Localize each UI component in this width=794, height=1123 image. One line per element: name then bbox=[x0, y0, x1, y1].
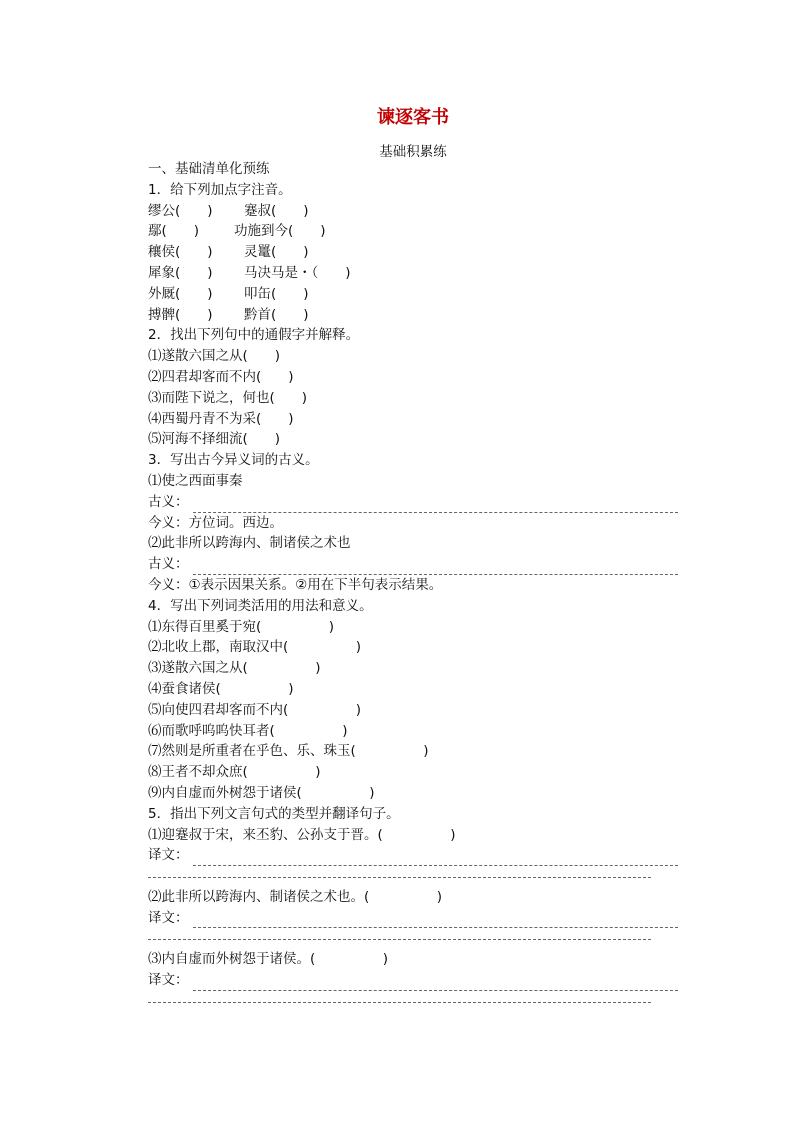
q4-item: ⑼内自虚而外树怨于诸侯( ) bbox=[148, 784, 375, 801]
answer-blank[interactable] bbox=[193, 913, 679, 928]
q1-item: 鄢( ) bbox=[148, 223, 200, 240]
q4-item: ⑹而歌呼呜呜快耳者( ) bbox=[148, 722, 348, 739]
q4-item: ⑶遂散六国之从( ) bbox=[148, 660, 321, 677]
q4-item: ⑺然则是所重者在乎色、乐、珠玉( ) bbox=[148, 743, 429, 760]
gu-yi-answer-line[interactable] bbox=[148, 492, 678, 513]
question-3-prompt: 3．写出古今异义词的古义。 bbox=[148, 452, 319, 469]
answer-blank[interactable] bbox=[193, 976, 679, 991]
q1-item: 搏髀( ) bbox=[148, 306, 213, 323]
translation-answer-line[interactable] bbox=[148, 845, 678, 866]
gu-yi-answer-line[interactable] bbox=[148, 554, 678, 575]
worksheet-body bbox=[148, 159, 678, 1012]
yiwen-label: 译文： bbox=[148, 847, 189, 864]
q2-item: ⑷西蜀丹青不为采( ) bbox=[148, 410, 294, 427]
translation-continuation-line[interactable] bbox=[148, 991, 678, 1012]
q2-item: ⑶而陛下说之，何也( ) bbox=[148, 389, 308, 406]
question-1-prompt: 1．给下列加点字注音。 bbox=[148, 181, 292, 198]
q4-item: ⑷蚕食诸侯( ) bbox=[148, 680, 294, 697]
page-subtitle: 基础积累练 bbox=[379, 144, 447, 160]
q2-item: ⑸河海不择细流( ) bbox=[148, 431, 281, 448]
q2-item: ⑴遂散六国之从( ) bbox=[148, 348, 281, 365]
jin-yi-text: 今义：方位词。西边。 bbox=[148, 514, 283, 531]
q1-item: 黔首( ) bbox=[244, 306, 309, 323]
q1-item: 叩缶( ) bbox=[244, 285, 309, 302]
jin-yi-text: 今义：①表示因果关系。②用在下半句表示结果。 bbox=[148, 576, 443, 593]
answer-blank[interactable] bbox=[193, 560, 679, 575]
q1-item: 外厩( ) bbox=[148, 285, 213, 302]
q4-item: ⑵北收上郡，南取汉中( ) bbox=[148, 639, 362, 656]
answer-blank[interactable] bbox=[148, 939, 651, 940]
question-5-prompt: 5．指出下列文言句式的类型并翻译句子。 bbox=[148, 805, 400, 822]
q5-item: ⑶内自虚而外树怨于诸侯。( ) bbox=[148, 951, 389, 968]
q1-item: 蹇叔( ) bbox=[244, 202, 309, 219]
translation-answer-line[interactable] bbox=[148, 970, 678, 991]
translation-continuation-line[interactable] bbox=[148, 866, 678, 887]
q1-item: 功施到今( ) bbox=[234, 223, 326, 240]
q3-item: ⑴使之西面事秦 bbox=[148, 472, 243, 489]
question-2-prompt: 2．找出下列句中的通假字并解释。 bbox=[148, 327, 360, 344]
q5-item: ⑴迎蹇叔于宋，来丕豹、公孙支于晋。( ) bbox=[148, 826, 456, 843]
translation-continuation-line[interactable] bbox=[148, 928, 678, 949]
q1-item: 马决马是・（ ) bbox=[244, 264, 351, 281]
gu-yi-label: 古义： bbox=[148, 493, 189, 510]
answer-blank[interactable] bbox=[193, 851, 679, 866]
q4-item: ⑴东得百里奚于宛( ) bbox=[148, 618, 335, 635]
q3-item: ⑵此非所以跨海内、制诸侯之术也 bbox=[148, 535, 351, 552]
q4-item: ⑻王者不却众庶( ) bbox=[148, 764, 321, 781]
answer-blank[interactable] bbox=[193, 498, 679, 513]
translation-answer-line[interactable] bbox=[148, 908, 678, 929]
q4-item: ⑸向使四君却客而不内( ) bbox=[148, 701, 362, 718]
gu-yi-label: 古义： bbox=[148, 556, 189, 573]
q1-item: 缪公( ) bbox=[148, 202, 213, 219]
q2-item: ⑵四君却客而不内( ) bbox=[148, 368, 294, 385]
q1-row bbox=[148, 201, 678, 222]
answer-blank[interactable] bbox=[148, 877, 651, 878]
q1-item: 犀象( ) bbox=[148, 264, 213, 281]
question-4-prompt: 4．写出下列词类活用的用法和意义。 bbox=[148, 597, 373, 614]
q1-row bbox=[148, 242, 678, 263]
q1-row bbox=[148, 284, 678, 305]
section-heading: 一、基础清单化预练 bbox=[148, 161, 270, 177]
yiwen-label: 译文： bbox=[148, 909, 189, 926]
q1-item: 穰侯( ) bbox=[148, 244, 213, 261]
q1-row bbox=[148, 221, 678, 242]
yiwen-label: 译文： bbox=[148, 972, 189, 989]
q1-row bbox=[148, 263, 678, 284]
q5-item: ⑵此非所以跨海内、制诸侯之术也。( ) bbox=[148, 888, 443, 905]
q1-item: 灵鼍( ) bbox=[244, 244, 309, 261]
answer-blank[interactable] bbox=[148, 1002, 651, 1003]
page-title: 谏逐客书 bbox=[377, 107, 449, 128]
q1-row bbox=[148, 305, 678, 326]
